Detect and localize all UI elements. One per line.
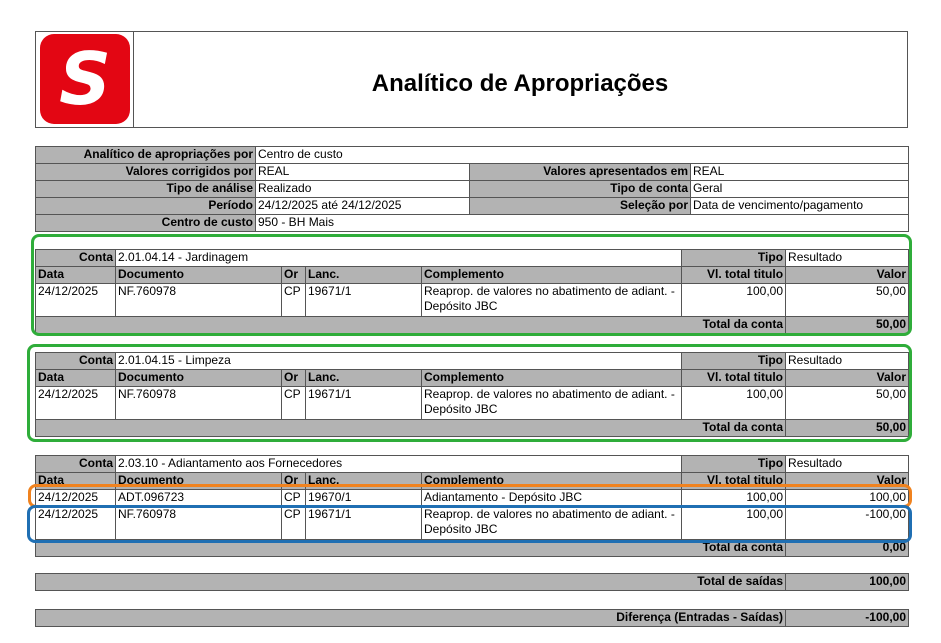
account-header-row bbox=[36, 353, 909, 370]
account-tipo: Resultado bbox=[786, 353, 909, 370]
account-header-row bbox=[36, 250, 909, 267]
col-valor: Valor bbox=[786, 473, 909, 490]
param-value: Centro de custo bbox=[256, 147, 909, 164]
col-or: Or bbox=[282, 267, 306, 284]
total-conta-value: 0,00 bbox=[786, 540, 909, 557]
param-label: Período bbox=[36, 198, 256, 215]
diferenca-value: -100,00 bbox=[786, 610, 909, 627]
col-data: Data bbox=[36, 267, 116, 284]
total-saidas-label: Total de saídas bbox=[36, 574, 786, 591]
total-conta-value: 50,00 bbox=[786, 420, 909, 437]
param-label: Centro de custo bbox=[36, 215, 256, 232]
conta-label: Conta bbox=[36, 456, 116, 473]
table-row bbox=[36, 387, 909, 420]
param-label: Tipo de análise bbox=[36, 181, 256, 198]
col-complemento: Complemento bbox=[422, 473, 682, 490]
company-logo: S bbox=[40, 34, 130, 124]
row-or: CP bbox=[282, 387, 306, 420]
row-vl-total: 100,00 bbox=[682, 490, 786, 507]
row-lanc: 19671/1 bbox=[306, 284, 422, 317]
column-header-row bbox=[36, 267, 909, 284]
row-data: 24/12/2025 bbox=[36, 387, 116, 420]
row-vl-total: 100,00 bbox=[682, 507, 786, 540]
param-label: Seleção por bbox=[470, 198, 691, 215]
conta-label: Conta bbox=[36, 353, 116, 370]
row-complemento: Reaprop. de valores no abatimento de adiant. - Depósito JBC bbox=[422, 507, 682, 540]
row-complemento: Reaprop. de valores no abatimento de adiant. - Depósito JBC bbox=[422, 284, 682, 317]
account-total-row bbox=[36, 540, 909, 557]
param-label: Analítico de apropriações por bbox=[36, 147, 256, 164]
col-valor: Valor bbox=[786, 267, 909, 284]
param-value: 950 - BH Mais bbox=[256, 215, 909, 232]
row-lanc: 19671/1 bbox=[306, 387, 422, 420]
row-valor: 50,00 bbox=[786, 387, 909, 420]
diferenca-row bbox=[35, 609, 909, 627]
param-label: Valores apresentados em bbox=[470, 164, 691, 181]
account-section bbox=[35, 455, 909, 557]
col-valor: Valor bbox=[786, 370, 909, 387]
row-data: 24/12/2025 bbox=[36, 490, 116, 507]
row-documento: ADT.096723 bbox=[116, 490, 282, 507]
col-or: Or bbox=[282, 473, 306, 490]
parameters-table bbox=[35, 146, 909, 232]
row-vl-total: 100,00 bbox=[682, 284, 786, 317]
account-section bbox=[35, 249, 909, 334]
col-vl-total: Vl. total titulo bbox=[682, 267, 786, 284]
row-or: CP bbox=[282, 284, 306, 317]
diferenca-label: Diferença (Entradas - Saídas) bbox=[36, 610, 786, 627]
col-or: Or bbox=[282, 370, 306, 387]
row-vl-total: 100,00 bbox=[682, 387, 786, 420]
row-data: 24/12/2025 bbox=[36, 284, 116, 317]
logo-cell bbox=[36, 32, 134, 127]
total-conta-label: Total da conta bbox=[36, 540, 786, 557]
conta-label: Conta bbox=[36, 250, 116, 267]
total-conta-label: Total da conta bbox=[36, 420, 786, 437]
account-tipo: Resultado bbox=[786, 250, 909, 267]
report-header bbox=[35, 31, 908, 128]
total-conta-value: 50,00 bbox=[786, 317, 909, 334]
row-lanc: 19670/1 bbox=[306, 490, 422, 507]
row-valor: 50,00 bbox=[786, 284, 909, 317]
column-header-row bbox=[36, 370, 909, 387]
col-documento: Documento bbox=[116, 473, 282, 490]
row-complemento: Reaprop. de valores no abatimento de adiant. - Depósito JBC bbox=[422, 387, 682, 420]
param-value: REAL bbox=[256, 164, 470, 181]
col-vl-total: Vl. total titulo bbox=[682, 473, 786, 490]
total-conta-label: Total da conta bbox=[36, 317, 786, 334]
row-documento: NF.760978 bbox=[116, 507, 282, 540]
col-lanc: Lanc. bbox=[306, 370, 422, 387]
col-data: Data bbox=[36, 473, 116, 490]
tipo-label: Tipo bbox=[682, 353, 786, 370]
account-name: 2.03.10 - Adiantamento aos Fornecedores bbox=[116, 456, 682, 473]
account-total-row bbox=[36, 317, 909, 334]
col-complemento: Complemento bbox=[422, 267, 682, 284]
col-documento: Documento bbox=[116, 370, 282, 387]
account-name: 2.01.04.14 - Jardinagem bbox=[116, 250, 682, 267]
row-lanc: 19671/1 bbox=[306, 507, 422, 540]
col-lanc: Lanc. bbox=[306, 267, 422, 284]
tipo-label: Tipo bbox=[682, 250, 786, 267]
row-data: 24/12/2025 bbox=[36, 507, 116, 540]
param-value: 24/12/2025 até 24/12/2025 bbox=[256, 198, 470, 215]
param-value: Geral bbox=[691, 181, 909, 198]
account-section bbox=[35, 352, 909, 437]
report-title: Analítico de Apropriações bbox=[371, 70, 669, 97]
param-label: Valores corrigidos por bbox=[36, 164, 256, 181]
row-or: CP bbox=[282, 490, 306, 507]
row-documento: NF.760978 bbox=[116, 387, 282, 420]
param-label: Tipo de conta bbox=[470, 181, 691, 198]
table-row bbox=[36, 490, 909, 507]
col-lanc: Lanc. bbox=[306, 473, 422, 490]
tipo-label: Tipo bbox=[682, 456, 786, 473]
account-tipo: Resultado bbox=[786, 456, 909, 473]
account-total-row bbox=[36, 420, 909, 437]
total-saidas-value: 100,00 bbox=[786, 574, 909, 591]
account-header-row bbox=[36, 456, 909, 473]
col-documento: Documento bbox=[116, 267, 282, 284]
account-name: 2.01.04.15 - Limpeza bbox=[116, 353, 682, 370]
col-data: Data bbox=[36, 370, 116, 387]
col-complemento: Complemento bbox=[422, 370, 682, 387]
row-documento: NF.760978 bbox=[116, 284, 282, 317]
row-complemento: Adiantamento - Depósito JBC bbox=[422, 490, 682, 507]
column-header-row bbox=[36, 473, 909, 490]
row-or: CP bbox=[282, 507, 306, 540]
param-value: Realizado bbox=[256, 181, 470, 198]
row-valor: 100,00 bbox=[786, 490, 909, 507]
table-row bbox=[36, 507, 909, 540]
param-value: Data de vencimento/pagamento bbox=[691, 198, 909, 215]
table-row bbox=[36, 284, 909, 317]
total-saidas-row bbox=[35, 573, 909, 591]
col-vl-total: Vl. total titulo bbox=[682, 370, 786, 387]
row-valor: -100,00 bbox=[786, 507, 909, 540]
param-value: REAL bbox=[691, 164, 909, 181]
